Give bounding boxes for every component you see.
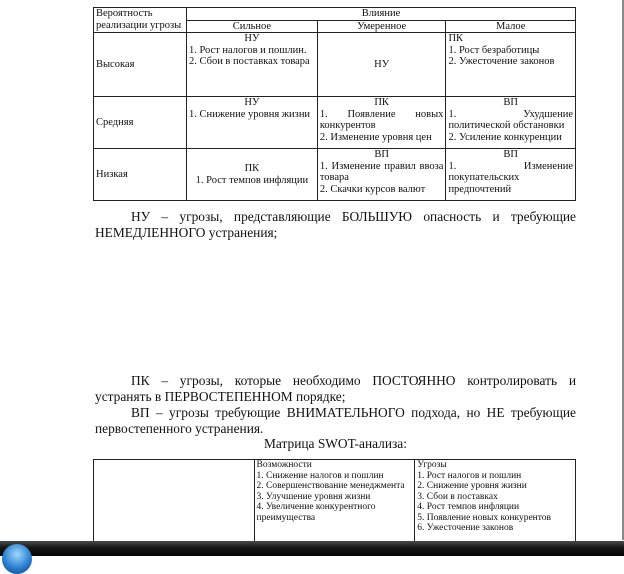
table-row <box>94 149 576 201</box>
threat-item: 2. Ужесточение законов <box>448 56 555 67</box>
swot-threats-cell <box>415 460 576 545</box>
threat-item: 2. Сбои в поставках товара <box>188 56 310 67</box>
threat-item: 1. Рост безработицы <box>448 44 540 56</box>
threat-item: 1. Снижение уровня жизни <box>188 108 311 120</box>
threat-code: НУ <box>374 58 390 70</box>
threat-code: НУ <box>244 33 260 44</box>
paragraph-nu-text: НУ – угрозы, представляющие БОЛЬШУЮ опасность и требующие НЕМЕДЛЕННОГО устранения; <box>95 209 576 240</box>
column-header-strong: Сильное <box>186 20 317 33</box>
table-cell <box>317 149 446 201</box>
swot-title: Матрица SWOT-анализа: <box>264 436 407 451</box>
paragraph-vp <box>95 405 576 437</box>
start-button-icon[interactable] <box>2 544 32 574</box>
threat-item: 1. Появление новых конкурентов <box>319 108 444 131</box>
table-cell <box>186 149 317 201</box>
table-cell <box>186 33 317 97</box>
table-cell <box>317 33 446 97</box>
threat-matrix-table <box>93 7 576 201</box>
threat-item: 1. Рост налогов и пошлин. <box>188 44 307 56</box>
list-item: 2. Совершенствование менеджмента <box>256 481 405 491</box>
table-row <box>94 97 576 149</box>
probability-header: Вероятность реализации угрозы <box>94 8 187 33</box>
threat-code: ПК <box>244 163 260 174</box>
table-cell <box>317 97 446 149</box>
threat-item: 1. Изменение покупательских предпочтений <box>448 160 573 195</box>
threat-code: ВП <box>503 149 519 160</box>
paragraph-vp-text: ВП – угрозы требующие ВНИМАТЕЛЬНОГО подхода, но НЕ требующие первостепенного устранения. <box>95 405 576 436</box>
swot-empty-cell <box>94 460 255 545</box>
table-cell <box>186 97 317 149</box>
table-cell <box>446 97 576 149</box>
opportunities-header: Возможности <box>256 460 312 470</box>
paragraph-pk <box>95 373 576 405</box>
row-label-low: Низкая <box>94 149 187 201</box>
threats-header: Угрозы <box>417 460 447 470</box>
paragraph-nu <box>95 209 576 241</box>
table-cell <box>446 149 576 201</box>
threat-item: 1. Изменение правил ввоза товара <box>319 160 444 183</box>
list-item: 5. Появление новых конкурентов <box>417 512 552 523</box>
table-row <box>94 33 576 97</box>
threat-item: 1. Ухудшение политической обстановки <box>448 108 573 131</box>
table-cell <box>446 33 576 97</box>
threat-code: ПК <box>374 97 389 108</box>
list-item: 1. Снижение налогов и пошлин <box>256 470 384 481</box>
threat-item: 2. Усиление конкуренции <box>448 131 562 143</box>
threat-item: 2. Изменение уровня цен <box>319 131 432 143</box>
column-header-low: Малое <box>446 20 576 33</box>
table-header-row <box>94 8 576 21</box>
list-item: 3. Сбои в поставках <box>417 491 498 502</box>
threat-code: ВП <box>503 97 519 108</box>
influence-header: Влияние <box>186 8 575 21</box>
threat-item: 1. Рост темпов инфляции <box>195 174 309 186</box>
row-label-high: Высокая <box>94 33 187 97</box>
threat-code: ВП <box>374 149 389 160</box>
table-row <box>94 460 576 545</box>
list-item: 3. Улучшение уровня жизни <box>256 491 371 502</box>
threat-item: 2. Скачки курсов валют <box>319 183 426 195</box>
list-item: 6. Ужесточение законов <box>417 523 514 533</box>
list-item: 4. Увеличение конкурентного преимущества <box>256 502 376 523</box>
swot-opportunities-cell <box>254 460 415 545</box>
taskbar <box>0 541 624 556</box>
row-label-medium: Средняя <box>94 97 187 149</box>
list-item: 1. Рост налогов и пошлин <box>417 470 522 481</box>
threat-code: НУ <box>244 97 260 108</box>
list-item: 2. Снижение уровня жизни <box>417 481 527 491</box>
threat-code: ПК <box>448 33 464 44</box>
swot-matrix-table <box>93 459 576 545</box>
paragraph-pk-text: ПК – угрозы, которые необходимо ПОСТОЯННО контролировать и устранять в ПЕРВОСТЕПЕННОМ порядке; <box>95 373 576 404</box>
list-item: 4. Рост темпов инфляции <box>417 502 520 512</box>
column-header-moderate: Умеренное <box>317 20 446 33</box>
